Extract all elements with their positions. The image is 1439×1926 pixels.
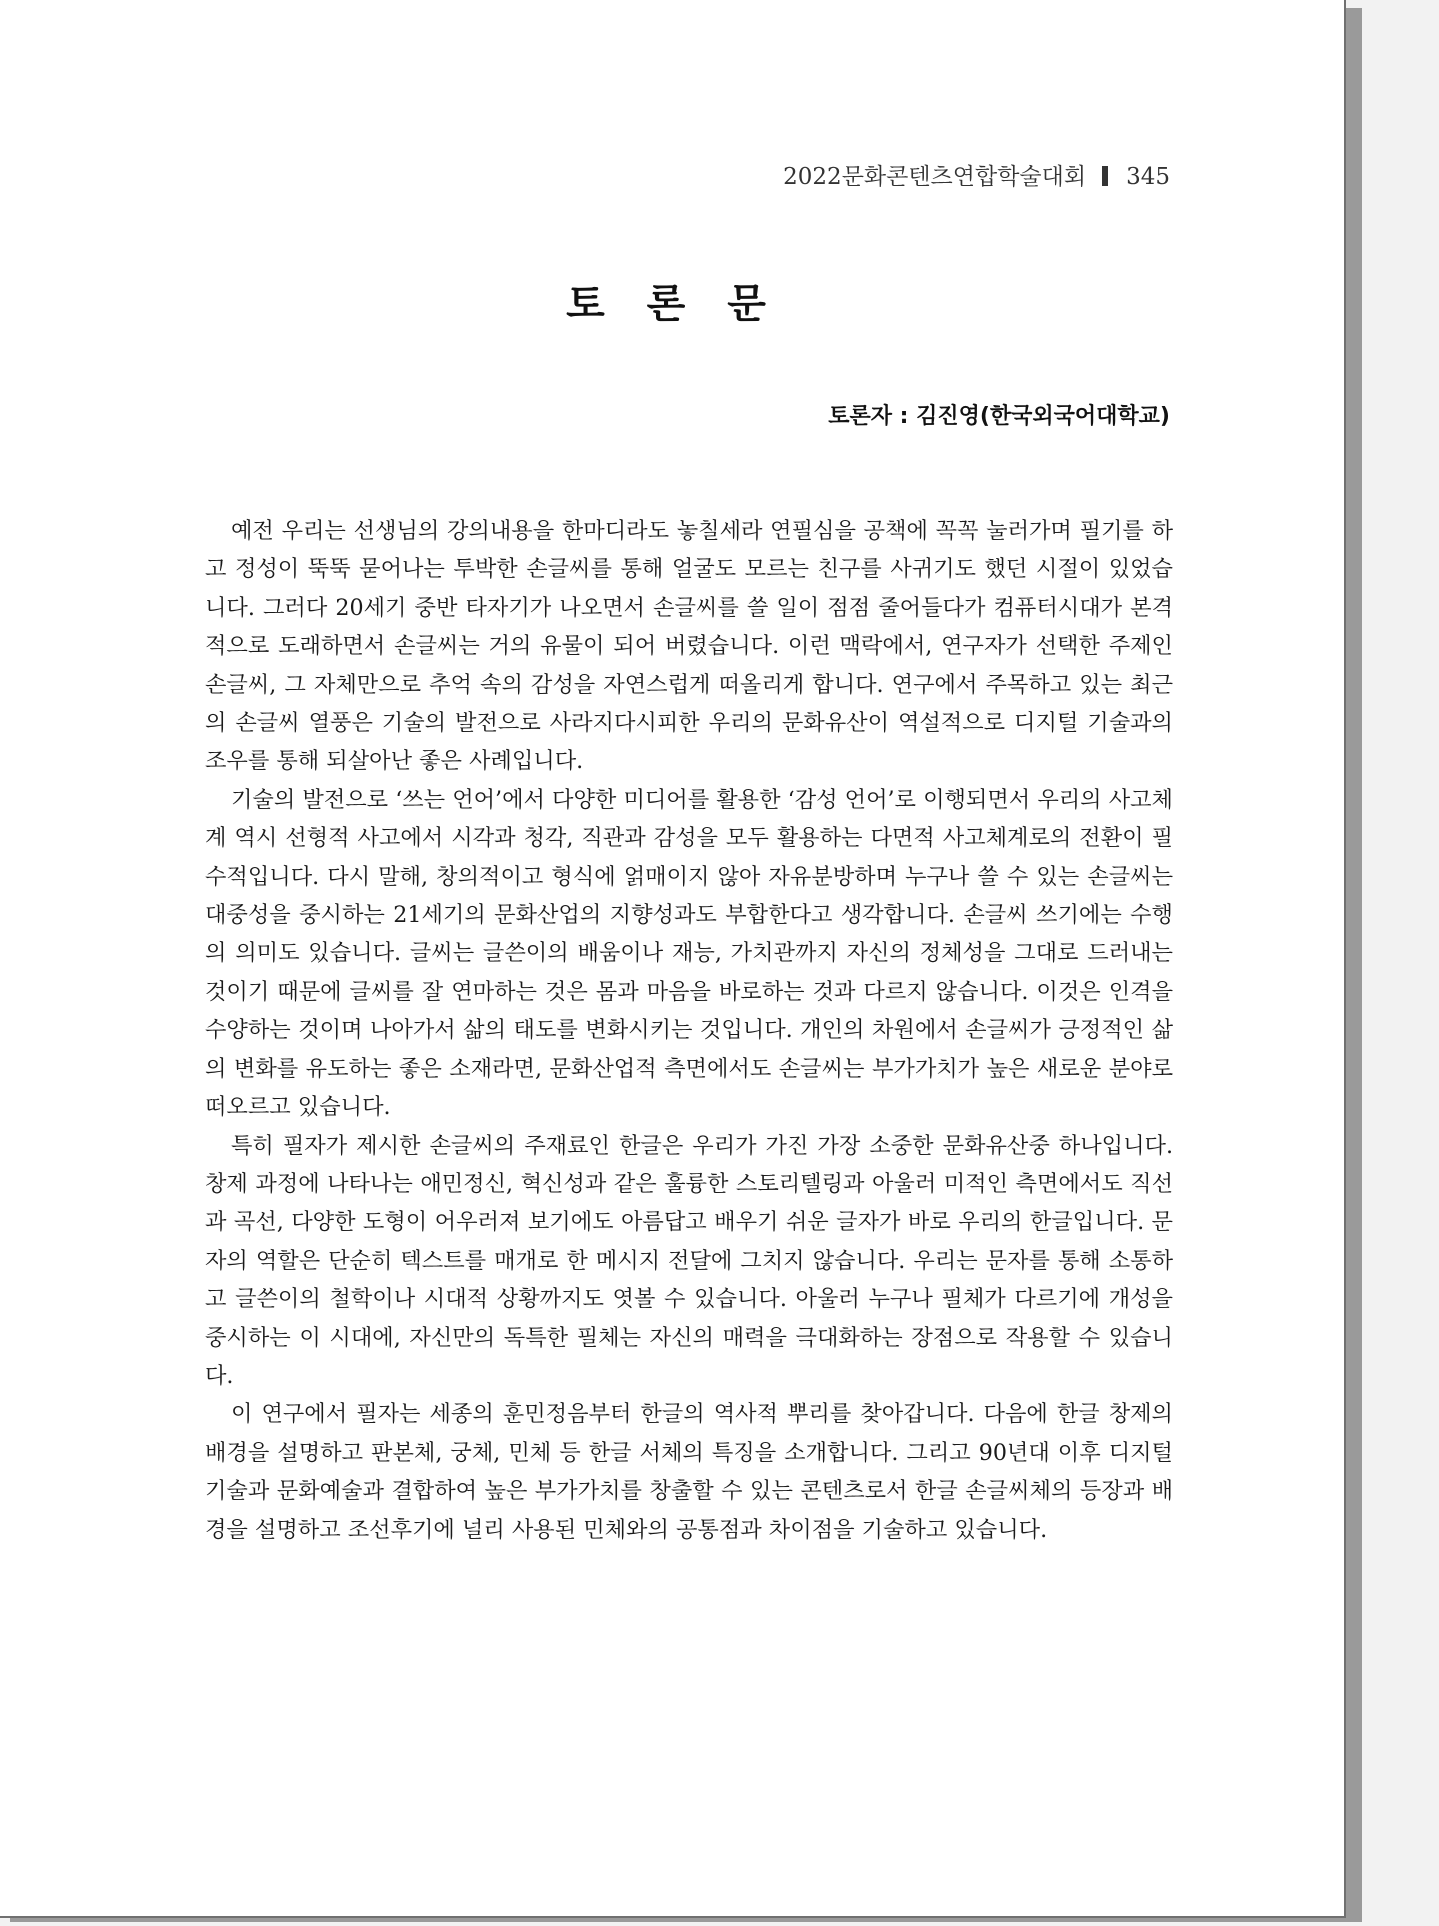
paragraph: 기술의 발전으로 ‘쓰는 언어’에서 다양한 미디어를 활용한 ‘감성 언어’로 이행되면서 우리의 사고체계 역시 선형적 사고에서 시각과 청각, 직관과 감성을 모두 활용하는 다면적 사고체계로의 전환이 필수적입니다. 다시 말해, 창의적이고 형식에 얽매이지 않아 자유분방하며 누구나 쓸 수 있는 손글씨는 대중성을 중시하는 21세기의 문화산업의 지향성과도 부합한다고 생각합니다. 손글씨 쓰기에는 수행의 의미도 있습니다. 글씨는 글쓴이의 배움이나 재능, 가치관까지 자신의 정체성을 그대로 드러내는 것이기 때문에 글씨를 잘 연마하는 것은 몸과 마음을 바로하는 것과 다르지 않습니다. 이것은 인격을 수양하는 것이며 나아가서 삶의 태도를 변화시키는 것입니다. 개인의 차원에서 손글씨가 긍정적인 삶의 변화를 유도하는 좋은 소재라면, 문화산업적 측면에서도 손글씨는 부가가치가 높은 새로운 분야로 떠오르고 있습니다. <box>205 786 1173 1121</box>
header-separator <box>1102 166 1108 186</box>
paragraph: 이 연구에서 필자는 세종의 훈민정음부터 한글의 역사적 뿌리를 찾아갑니다. 다음에 한글 창제의 배경을 설명하고 판본체, 궁체, 민체 등 한글 서체의 특징을 소개합니다. 그리고 90년대 이후 디지털 기술과 문화예술과 결합하여 높은 부가가치를 창출할 수 있는 콘텐츠로서 한글 손글씨체의 등장과 배경을 설명하고 조선후기에 널리 사용된 민체와의 공통점과 차이점을 기술하고 있습니다. <box>205 1401 1173 1543</box>
discussant-line: 토론자 : 김진영(한국외국어대학교) <box>828 404 1170 429</box>
conference-name: 2022문화콘텐츠연합학술대회 <box>783 164 1087 190</box>
running-header <box>783 158 1170 191</box>
paragraph: 특히 필자가 제시한 손글씨의 주재료인 한글은 우리가 가진 가장 소중한 문화유산중 하나입니다. 창제 과정에 나타나는 애민정신, 혁신성과 같은 훌륭한 스토리텔링과 아울러 미적인 측면에서도 직선과 곡선, 다양한 도형이 어우러져 보기에도 아름답고 배우기 쉬운 글자가 바로 우리의 한글입니다. 문자의 역할은 단순히 텍스트를 매개로 한 메시지 전달에 그치지 않습니다. 우리는 문자를 통해 소통하고 글쓴이의 철학이나 시대적 상황까지도 엿볼 수 있습니다. 아울러 누구나 필체가 다르기에 개성을 중시하는 이 시대에, 자신만의 독특한 필체는 자신의 매력을 극대화하는 장점으로 작용할 수 있습니다. <box>205 1132 1173 1389</box>
body-text <box>205 512 1173 1549</box>
document-title: 토 론 문 <box>566 281 780 327</box>
paragraph: 예전 우리는 선생님의 강의내용을 한마디라도 놓칠세라 연필심을 공책에 꼭꼭 눌러가며 필기를 하고 정성이 뚝뚝 묻어나는 투박한 손글씨를 통해 얼굴도 모르는 친구를 사귀기도 했던 시절이 있었습니다. 그러다 20세기 중반 타자기가 나오면서 손글씨를 쓸 일이 점점 줄어들다가 컴퓨터시대가 본격적으로 도래하면서 손글씨는 거의 유물이 되어 버렸습니다. 이런 맥락에서, 연구자가 선택한 주제인 손글씨, 그 자체만으로 추억 속의 감성을 자연스럽게 떠올리게 합니다. 연구에서 주목하고 있는 최근의 손글씨 열풍은 기술의 발전으로 사라지다시피한 우리의 문화유산이 역설적으로 디지털 기술과의 조우를 통해 되살아난 좋은 사례입니다. <box>205 518 1173 775</box>
page-number: 345 <box>1126 164 1170 190</box>
